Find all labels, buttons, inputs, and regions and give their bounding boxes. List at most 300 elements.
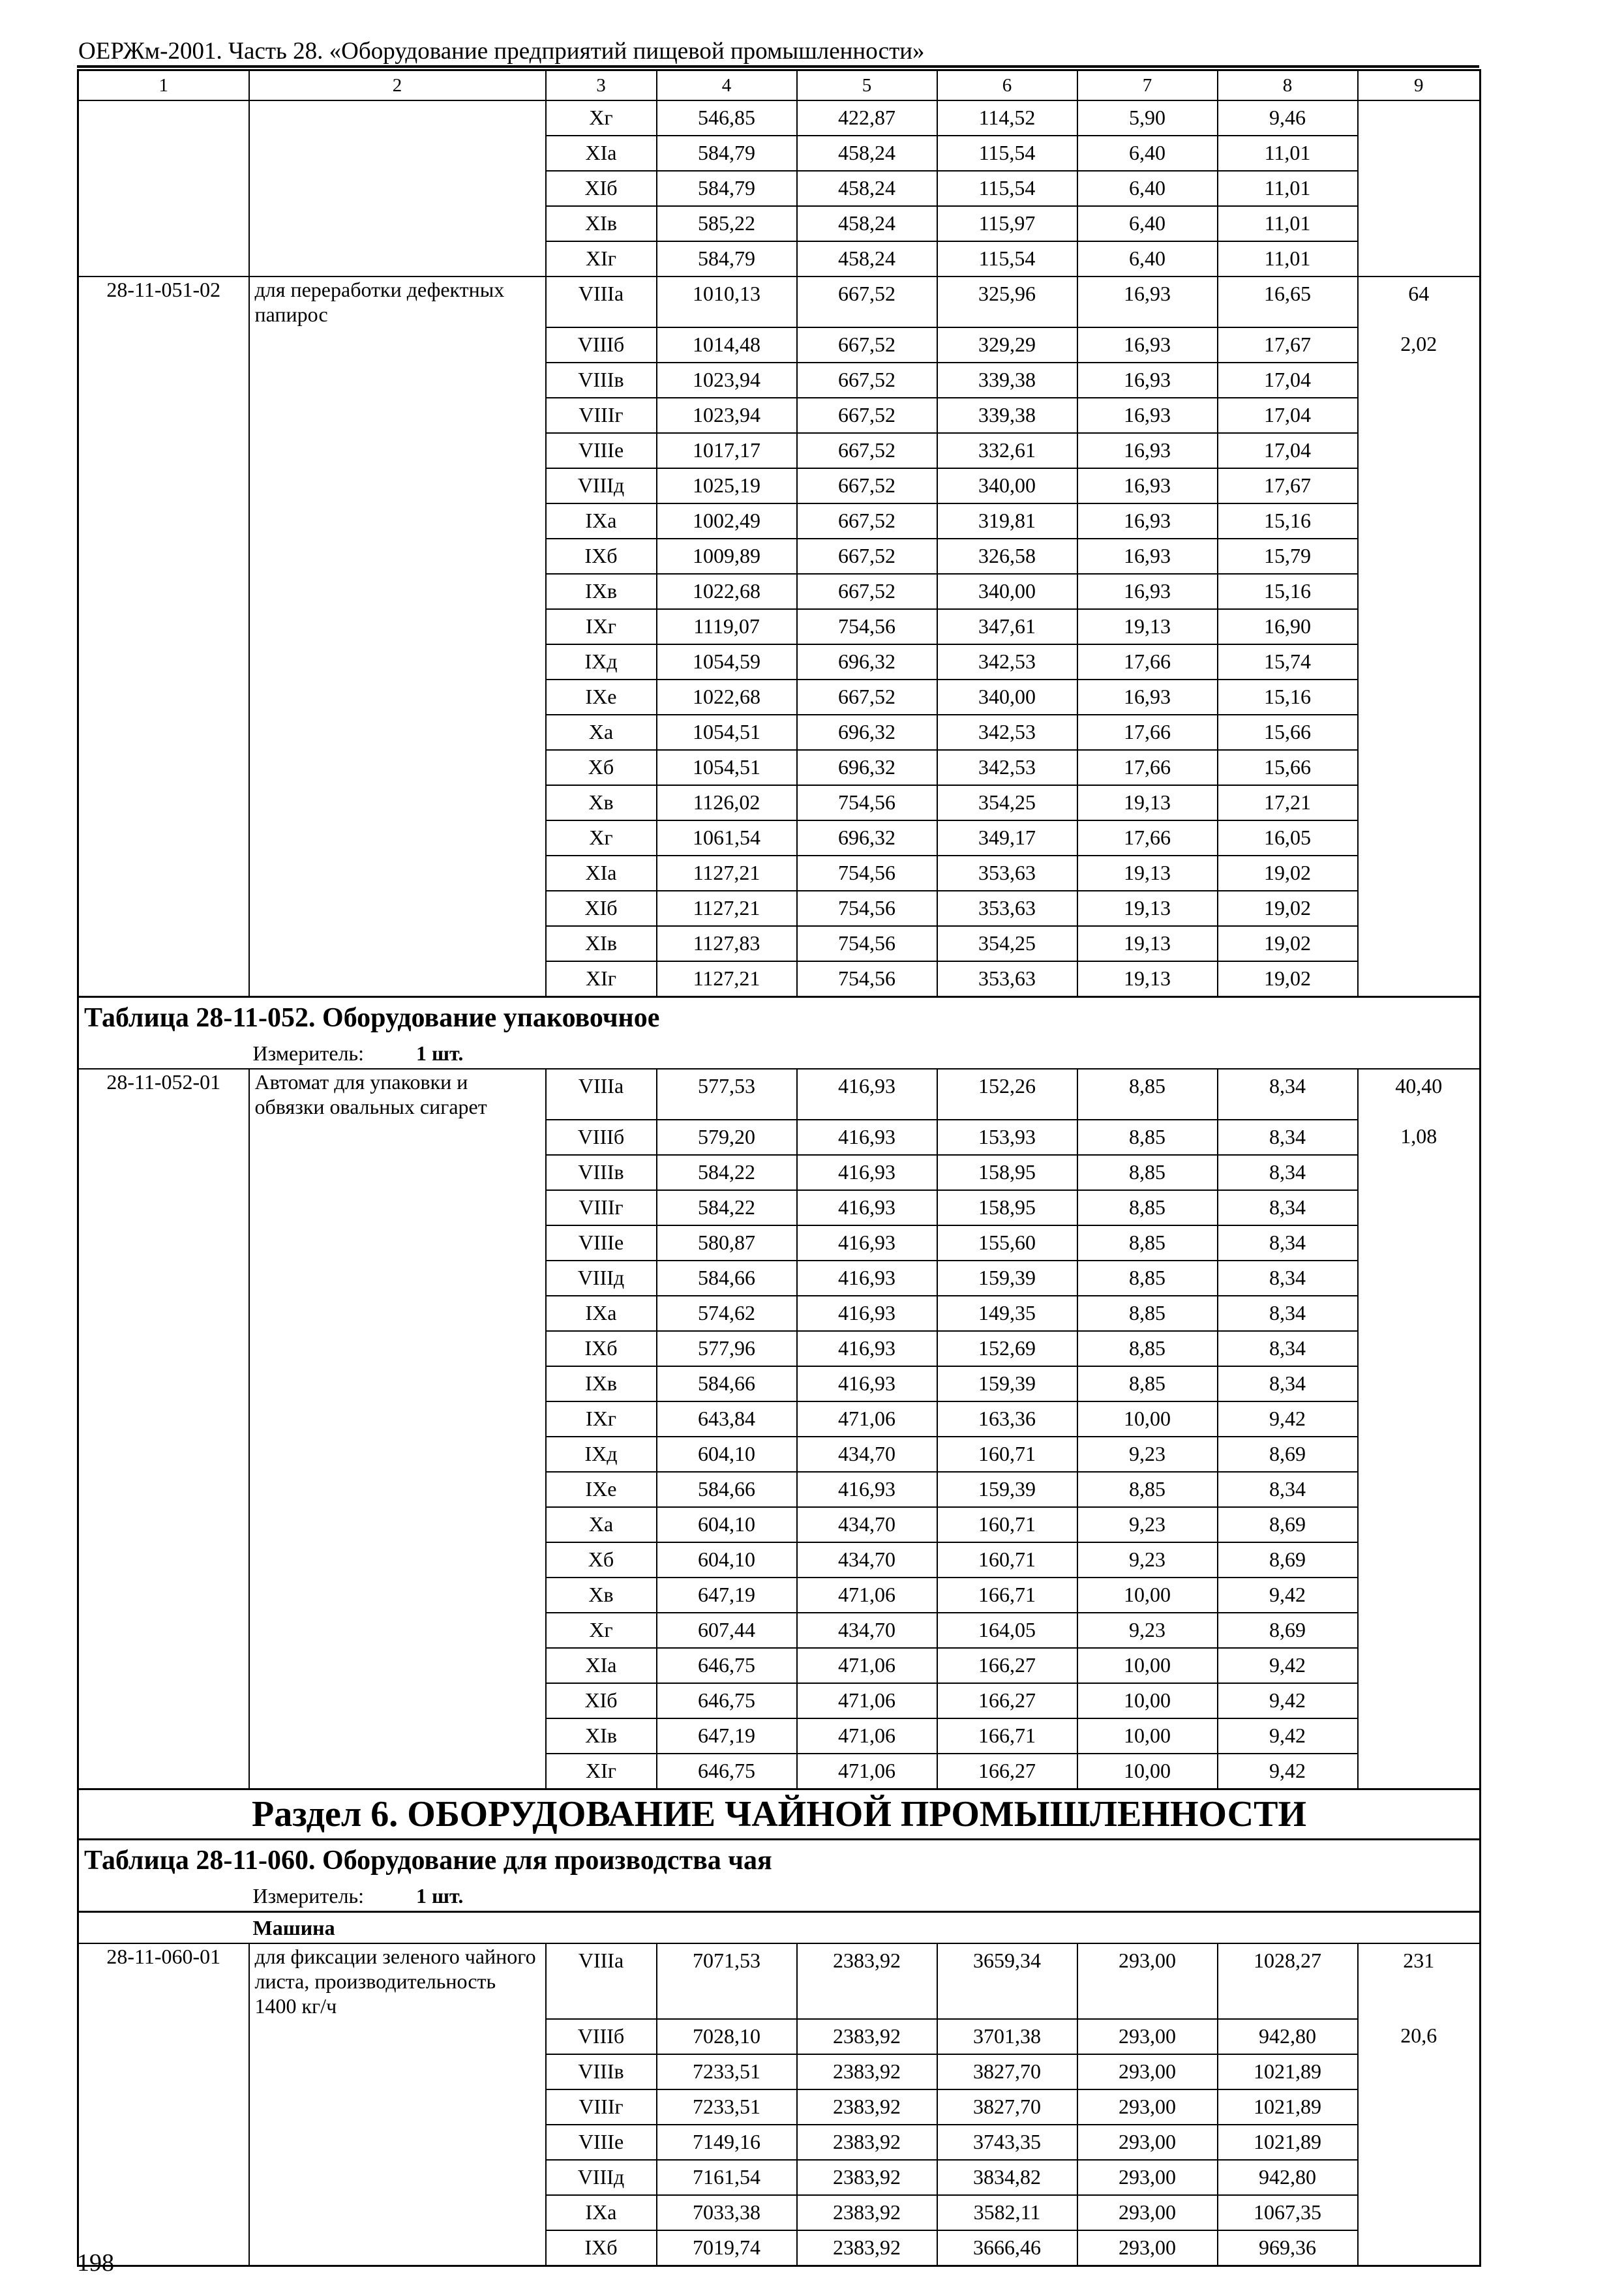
value-cell: 340,00 bbox=[937, 468, 1077, 503]
extra-cell bbox=[1358, 1331, 1481, 1366]
value-cell: 160,71 bbox=[937, 1437, 1077, 1472]
value-cell: 942,80 bbox=[1218, 2019, 1358, 2054]
table-row bbox=[78, 856, 1481, 891]
measure-unit: 1 шт. bbox=[416, 1883, 464, 1908]
extra-value bbox=[1358, 100, 1481, 136]
value-cell: 584,22 bbox=[657, 1155, 797, 1190]
value-cell: 580,87 bbox=[657, 1225, 797, 1261]
table-row bbox=[78, 820, 1481, 856]
value-cell: 8,85 bbox=[1077, 1155, 1218, 1190]
value-cell: 340,00 bbox=[937, 574, 1077, 609]
item-code-cell bbox=[78, 1225, 249, 1261]
value-cell: 416,93 bbox=[797, 1296, 937, 1331]
item-name-cell bbox=[249, 1437, 546, 1472]
value-cell: 416,93 bbox=[797, 1120, 937, 1155]
value-cell: 434,70 bbox=[797, 1613, 937, 1648]
value-cell: 16,93 bbox=[1077, 539, 1218, 574]
value-cell: 166,71 bbox=[937, 1718, 1077, 1754]
value-cell: 166,71 bbox=[937, 1578, 1077, 1613]
value-cell: 3827,70 bbox=[937, 2054, 1077, 2089]
extra-cell bbox=[1358, 1296, 1481, 1331]
section-title: Раздел 6. ОБОРУДОВАНИЕ ЧАЙНОЙ ПРОМЫШЛЕННОСТИ bbox=[78, 1789, 1481, 1839]
table-row bbox=[78, 2019, 1481, 2054]
value-cell: 293,00 bbox=[1077, 2125, 1218, 2160]
value-cell: 646,75 bbox=[657, 1754, 797, 1789]
value-cell: 347,61 bbox=[937, 609, 1077, 644]
item-code-cell bbox=[78, 961, 249, 997]
item-code-cell bbox=[78, 856, 249, 891]
item-code-cell bbox=[78, 171, 249, 206]
value-cell: 3827,70 bbox=[937, 2089, 1077, 2125]
value-cell: 8,85 bbox=[1077, 1472, 1218, 1507]
value-cell: 577,53 bbox=[657, 1069, 797, 1120]
value-cell: 577,96 bbox=[657, 1331, 797, 1366]
item-code-cell bbox=[78, 1296, 249, 1331]
value-cell: 9,42 bbox=[1218, 1578, 1358, 1613]
value-cell: 584,79 bbox=[657, 241, 797, 277]
value-cell: 158,95 bbox=[937, 1190, 1077, 1225]
item-code-cell bbox=[78, 1261, 249, 1296]
value-cell: 647,19 bbox=[657, 1718, 797, 1754]
zone-cell: Xг bbox=[546, 100, 657, 136]
extra-cell bbox=[1358, 1261, 1481, 1296]
value-cell: 7033,38 bbox=[657, 2195, 797, 2230]
value-cell: 16,93 bbox=[1077, 503, 1218, 539]
value-cell: 7233,51 bbox=[657, 2054, 797, 2089]
zone-cell: VIIIб bbox=[546, 327, 657, 363]
extra-cell bbox=[1358, 2230, 1481, 2266]
item-name-cell bbox=[249, 398, 546, 433]
value-cell: 1127,83 bbox=[657, 926, 797, 961]
value-cell: 942,80 bbox=[1218, 2160, 1358, 2195]
extra-cell bbox=[1358, 1507, 1481, 1542]
item-code-cell bbox=[78, 891, 249, 926]
item-name-cell bbox=[249, 750, 546, 785]
value-cell: 2383,92 bbox=[797, 2230, 937, 2266]
value-cell: 19,02 bbox=[1218, 926, 1358, 961]
table-row bbox=[78, 1296, 1481, 1331]
item-name-cell bbox=[249, 574, 546, 609]
item-name-cell bbox=[249, 1578, 546, 1613]
value-cell: 326,58 bbox=[937, 539, 1077, 574]
item-code-cell bbox=[78, 2160, 249, 2195]
value-cell: 7071,53 bbox=[657, 1943, 797, 2019]
table-row bbox=[78, 206, 1481, 241]
value-cell: 434,70 bbox=[797, 1507, 937, 1542]
zone-cell: VIIIд bbox=[546, 468, 657, 503]
extra-cell bbox=[1358, 644, 1481, 680]
item-code-cell bbox=[78, 680, 249, 715]
value-cell: 325,96 bbox=[937, 277, 1077, 327]
value-cell: 115,54 bbox=[937, 171, 1077, 206]
value-cell: 319,81 bbox=[937, 503, 1077, 539]
value-cell: 7149,16 bbox=[657, 2125, 797, 2160]
value-cell: 293,00 bbox=[1077, 2195, 1218, 2230]
item-code-cell bbox=[78, 136, 249, 171]
value-cell: 19,02 bbox=[1218, 891, 1358, 926]
extra-cell bbox=[1358, 2195, 1481, 2230]
zone-cell: XIг bbox=[546, 961, 657, 997]
value-cell: 353,63 bbox=[937, 856, 1077, 891]
table-row bbox=[78, 574, 1481, 609]
item-name: Автомат для упаковки и обвязки овальных сигарет bbox=[249, 1069, 546, 1120]
item-name-cell bbox=[249, 961, 546, 997]
value-cell: 17,04 bbox=[1218, 433, 1358, 468]
item-name-cell bbox=[249, 468, 546, 503]
item-name-cell bbox=[249, 241, 546, 277]
value-cell: 8,69 bbox=[1218, 1437, 1358, 1472]
value-cell: 349,17 bbox=[937, 820, 1077, 856]
extra-cell bbox=[1358, 785, 1481, 820]
item-code-cell bbox=[78, 1401, 249, 1437]
extra-value: 64 bbox=[1358, 277, 1481, 327]
value-cell: 9,23 bbox=[1077, 1437, 1218, 1472]
zone-cell: Xв bbox=[546, 785, 657, 820]
item-name-cell bbox=[249, 206, 546, 241]
extra-cell bbox=[1358, 1683, 1481, 1718]
extra-value: 1,08 bbox=[1358, 1120, 1481, 1155]
value-cell: 754,56 bbox=[797, 856, 937, 891]
column-number: 2 bbox=[249, 70, 546, 101]
value-cell: 2383,92 bbox=[797, 2125, 937, 2160]
value-cell: 667,52 bbox=[797, 398, 937, 433]
value-cell: 16,65 bbox=[1218, 277, 1358, 327]
table-row bbox=[78, 785, 1481, 820]
value-cell: 8,85 bbox=[1077, 1190, 1218, 1225]
value-cell: 8,85 bbox=[1077, 1225, 1218, 1261]
subheading-spacer bbox=[78, 1911, 249, 1943]
table-row bbox=[78, 363, 1481, 398]
zone-cell: XIа bbox=[546, 1648, 657, 1683]
value-cell: 604,10 bbox=[657, 1542, 797, 1578]
value-cell: 754,56 bbox=[797, 926, 937, 961]
zone-cell: Xа bbox=[546, 715, 657, 750]
value-cell: 667,52 bbox=[797, 327, 937, 363]
value-cell: 7161,54 bbox=[657, 2160, 797, 2195]
extra-cell bbox=[1358, 398, 1481, 433]
value-cell: 342,53 bbox=[937, 715, 1077, 750]
item-code-cell bbox=[78, 1683, 249, 1718]
value-cell: 471,06 bbox=[797, 1754, 937, 1789]
table-row bbox=[78, 609, 1481, 644]
zone-cell: Xб bbox=[546, 750, 657, 785]
value-cell: 9,42 bbox=[1218, 1754, 1358, 1789]
table-row bbox=[78, 1754, 1481, 1789]
value-cell: 584,66 bbox=[657, 1261, 797, 1296]
value-cell: 6,40 bbox=[1077, 136, 1218, 171]
extra-cell bbox=[1358, 1155, 1481, 1190]
value-cell: 19,13 bbox=[1077, 785, 1218, 820]
measure-row bbox=[78, 1038, 1481, 1069]
value-cell: 115,54 bbox=[937, 136, 1077, 171]
value-cell: 6,40 bbox=[1077, 241, 1218, 277]
measure-label: Измеритель: bbox=[252, 1883, 365, 1908]
value-cell: 8,85 bbox=[1077, 1069, 1218, 1120]
value-cell: 696,32 bbox=[797, 715, 937, 750]
table-row bbox=[78, 680, 1481, 715]
extra-cell bbox=[1358, 2089, 1481, 2125]
value-cell: 754,56 bbox=[797, 609, 937, 644]
zone-cell: IXа bbox=[546, 1296, 657, 1331]
value-cell: 340,00 bbox=[937, 680, 1077, 715]
extra-cell bbox=[1358, 171, 1481, 206]
item-code-cell bbox=[78, 609, 249, 644]
value-cell: 3582,11 bbox=[937, 2195, 1077, 2230]
value-cell: 17,66 bbox=[1077, 820, 1218, 856]
value-cell: 1025,19 bbox=[657, 468, 797, 503]
zone-cell: VIIIб bbox=[546, 1120, 657, 1155]
item-name-cell bbox=[249, 1225, 546, 1261]
table-row bbox=[78, 100, 1481, 136]
item-name-cell bbox=[249, 136, 546, 171]
item-code-cell bbox=[78, 1155, 249, 1190]
value-cell: 9,46 bbox=[1218, 100, 1358, 136]
value-cell: 667,52 bbox=[797, 277, 937, 327]
zone-cell: XIв bbox=[546, 206, 657, 241]
value-cell: 754,56 bbox=[797, 891, 937, 926]
zone-cell: XIб bbox=[546, 171, 657, 206]
table-caption-row bbox=[78, 1839, 1481, 1881]
value-cell: 342,53 bbox=[937, 644, 1077, 680]
value-cell: 8,34 bbox=[1218, 1331, 1358, 1366]
subheading: Машина bbox=[249, 1911, 1481, 1943]
item-name-cell bbox=[249, 539, 546, 574]
value-cell: 546,85 bbox=[657, 100, 797, 136]
value-cell: 458,24 bbox=[797, 171, 937, 206]
item-code-cell bbox=[78, 1648, 249, 1683]
value-cell: 2383,92 bbox=[797, 2195, 937, 2230]
value-cell: 11,01 bbox=[1218, 136, 1358, 171]
item-code: 28-11-052-01 bbox=[78, 1069, 249, 1120]
value-cell: 16,93 bbox=[1077, 574, 1218, 609]
running-header bbox=[77, 39, 1479, 69]
item-code-cell bbox=[78, 1718, 249, 1754]
value-cell: 667,52 bbox=[797, 574, 937, 609]
value-cell: 416,93 bbox=[797, 1472, 937, 1507]
value-cell: 9,42 bbox=[1218, 1401, 1358, 1437]
column-number: 4 bbox=[657, 70, 797, 101]
value-cell: 115,97 bbox=[937, 206, 1077, 241]
table-caption-row bbox=[78, 996, 1481, 1038]
value-cell: 416,93 bbox=[797, 1366, 937, 1401]
item-code-cell bbox=[78, 785, 249, 820]
value-cell: 152,69 bbox=[937, 1331, 1077, 1366]
item-name-cell bbox=[249, 2160, 546, 2195]
zone-cell: XIв bbox=[546, 1718, 657, 1754]
item-code-cell bbox=[78, 1120, 249, 1155]
extra-value: 20,6 bbox=[1358, 2019, 1481, 2054]
value-cell: 8,69 bbox=[1218, 1613, 1358, 1648]
value-cell: 15,66 bbox=[1218, 750, 1358, 785]
value-cell: 1009,89 bbox=[657, 539, 797, 574]
extra-cell bbox=[1358, 206, 1481, 241]
item-code-cell bbox=[78, 750, 249, 785]
value-cell: 667,52 bbox=[797, 539, 937, 574]
item-code-cell bbox=[78, 1542, 249, 1578]
table-row bbox=[78, 2195, 1481, 2230]
table-row bbox=[78, 926, 1481, 961]
value-cell: 17,66 bbox=[1077, 750, 1218, 785]
table-row bbox=[78, 1472, 1481, 1507]
value-cell: 8,34 bbox=[1218, 1155, 1358, 1190]
extra-cell bbox=[1358, 820, 1481, 856]
extra-cell bbox=[1358, 1437, 1481, 1472]
item-name-cell bbox=[249, 1613, 546, 1648]
value-cell: 10,00 bbox=[1077, 1718, 1218, 1754]
value-cell: 160,71 bbox=[937, 1507, 1077, 1542]
item-code-cell bbox=[78, 398, 249, 433]
zone-cell: Xг bbox=[546, 820, 657, 856]
zone-cell: IXд bbox=[546, 644, 657, 680]
value-cell: 15,79 bbox=[1218, 539, 1358, 574]
value-cell: 8,34 bbox=[1218, 1190, 1358, 1225]
table-row bbox=[78, 1331, 1481, 1366]
extra-value bbox=[1358, 136, 1481, 171]
item-code-cell bbox=[78, 574, 249, 609]
value-cell: 9,42 bbox=[1218, 1683, 1358, 1718]
table-row bbox=[78, 715, 1481, 750]
table-row bbox=[78, 468, 1481, 503]
table-row bbox=[78, 1120, 1481, 1155]
value-cell: 8,69 bbox=[1218, 1542, 1358, 1578]
value-cell: 16,93 bbox=[1077, 398, 1218, 433]
value-cell: 17,04 bbox=[1218, 363, 1358, 398]
value-cell: 332,61 bbox=[937, 433, 1077, 468]
page-number: 198 bbox=[77, 2249, 114, 2277]
table-row bbox=[78, 1190, 1481, 1225]
extra-cell bbox=[1358, 926, 1481, 961]
item-name bbox=[249, 100, 546, 136]
extra-cell bbox=[1358, 1366, 1481, 1401]
zone-cell: IXб bbox=[546, 539, 657, 574]
value-cell: 667,52 bbox=[797, 503, 937, 539]
value-cell: 667,52 bbox=[797, 680, 937, 715]
table-row bbox=[78, 327, 1481, 363]
table-row bbox=[78, 398, 1481, 433]
item-name-cell bbox=[249, 609, 546, 644]
item-code-cell bbox=[78, 1190, 249, 1225]
value-cell: 416,93 bbox=[797, 1069, 937, 1120]
value-cell: 293,00 bbox=[1077, 2230, 1218, 2266]
document-page bbox=[77, 39, 1479, 2267]
table-row bbox=[78, 171, 1481, 206]
header-rule bbox=[77, 65, 1479, 68]
measure-label: Измеритель: bbox=[252, 1041, 365, 1065]
item-name-cell bbox=[249, 2125, 546, 2160]
column-number: 8 bbox=[1218, 70, 1358, 101]
value-cell: 15,74 bbox=[1218, 644, 1358, 680]
table-row bbox=[78, 2089, 1481, 2125]
value-cell: 607,44 bbox=[657, 1613, 797, 1648]
value-cell: 2383,92 bbox=[797, 2160, 937, 2195]
zone-cell: IXе bbox=[546, 1472, 657, 1507]
value-cell: 1127,21 bbox=[657, 961, 797, 997]
value-cell: 8,69 bbox=[1218, 1507, 1358, 1542]
value-cell: 354,25 bbox=[937, 785, 1077, 820]
value-cell: 159,39 bbox=[937, 1366, 1077, 1401]
measure-spacer bbox=[78, 1038, 249, 1069]
extra-cell bbox=[1358, 680, 1481, 715]
table-row bbox=[78, 1155, 1481, 1190]
zone-cell: VIIIв bbox=[546, 1155, 657, 1190]
value-cell: 604,10 bbox=[657, 1507, 797, 1542]
item-name-cell bbox=[249, 1331, 546, 1366]
item-name-cell bbox=[249, 1155, 546, 1190]
extra-cell bbox=[1358, 241, 1481, 277]
value-cell: 8,85 bbox=[1077, 1120, 1218, 1155]
extra-cell bbox=[1358, 1754, 1481, 1789]
extra-cell bbox=[1358, 503, 1481, 539]
table-row bbox=[78, 1683, 1481, 1718]
value-cell: 3834,82 bbox=[937, 2160, 1077, 2195]
item-name-cell bbox=[249, 1472, 546, 1507]
item-name-cell bbox=[249, 2195, 546, 2230]
extra-cell bbox=[1358, 2125, 1481, 2160]
zone-cell: VIIIд bbox=[546, 1261, 657, 1296]
zone-cell: XIб bbox=[546, 891, 657, 926]
value-cell: 11,01 bbox=[1218, 171, 1358, 206]
item-name-cell bbox=[249, 1754, 546, 1789]
zone-cell: VIIIе bbox=[546, 1225, 657, 1261]
table-row bbox=[78, 241, 1481, 277]
item-code-cell bbox=[78, 644, 249, 680]
item-name-cell bbox=[249, 644, 546, 680]
value-cell: 416,93 bbox=[797, 1261, 937, 1296]
value-cell: 1127,21 bbox=[657, 891, 797, 926]
value-cell: 1021,89 bbox=[1218, 2054, 1358, 2089]
value-cell: 1017,17 bbox=[657, 433, 797, 468]
value-cell: 15,16 bbox=[1218, 574, 1358, 609]
value-cell: 16,93 bbox=[1077, 680, 1218, 715]
zone-cell: IXб bbox=[546, 2230, 657, 2266]
value-cell: 10,00 bbox=[1077, 1578, 1218, 1613]
item-code-cell bbox=[78, 1578, 249, 1613]
zone-cell: VIIIе bbox=[546, 433, 657, 468]
extra-cell bbox=[1358, 1472, 1481, 1507]
extra-cell bbox=[1358, 1648, 1481, 1683]
item-code-cell bbox=[78, 363, 249, 398]
item-name-cell bbox=[249, 1296, 546, 1331]
item-code-cell bbox=[78, 1331, 249, 1366]
zone-cell: VIIIв bbox=[546, 363, 657, 398]
value-cell: 9,23 bbox=[1077, 1542, 1218, 1578]
value-cell: 17,66 bbox=[1077, 644, 1218, 680]
value-cell: 696,32 bbox=[797, 750, 937, 785]
extra-cell bbox=[1358, 1613, 1481, 1648]
value-cell: 353,63 bbox=[937, 961, 1077, 997]
table-row bbox=[78, 644, 1481, 680]
table-row bbox=[78, 503, 1481, 539]
value-cell: 166,27 bbox=[937, 1683, 1077, 1718]
item-code-cell bbox=[78, 1472, 249, 1507]
item-name-cell bbox=[249, 1120, 546, 1155]
value-cell: 16,93 bbox=[1077, 363, 1218, 398]
item-code-cell bbox=[78, 2195, 249, 2230]
item-code-cell bbox=[78, 503, 249, 539]
item-name-cell bbox=[249, 785, 546, 820]
value-cell: 160,71 bbox=[937, 1542, 1077, 1578]
item-code-cell bbox=[78, 206, 249, 241]
zone-cell: VIIIг bbox=[546, 1190, 657, 1225]
value-cell: 8,34 bbox=[1218, 1120, 1358, 1155]
value-cell: 166,27 bbox=[937, 1754, 1077, 1789]
zone-cell: XIв bbox=[546, 926, 657, 961]
value-cell: 8,34 bbox=[1218, 1261, 1358, 1296]
table-row bbox=[78, 136, 1481, 171]
value-cell: 329,29 bbox=[937, 327, 1077, 363]
value-cell: 19,13 bbox=[1077, 609, 1218, 644]
value-cell: 159,39 bbox=[937, 1261, 1077, 1296]
